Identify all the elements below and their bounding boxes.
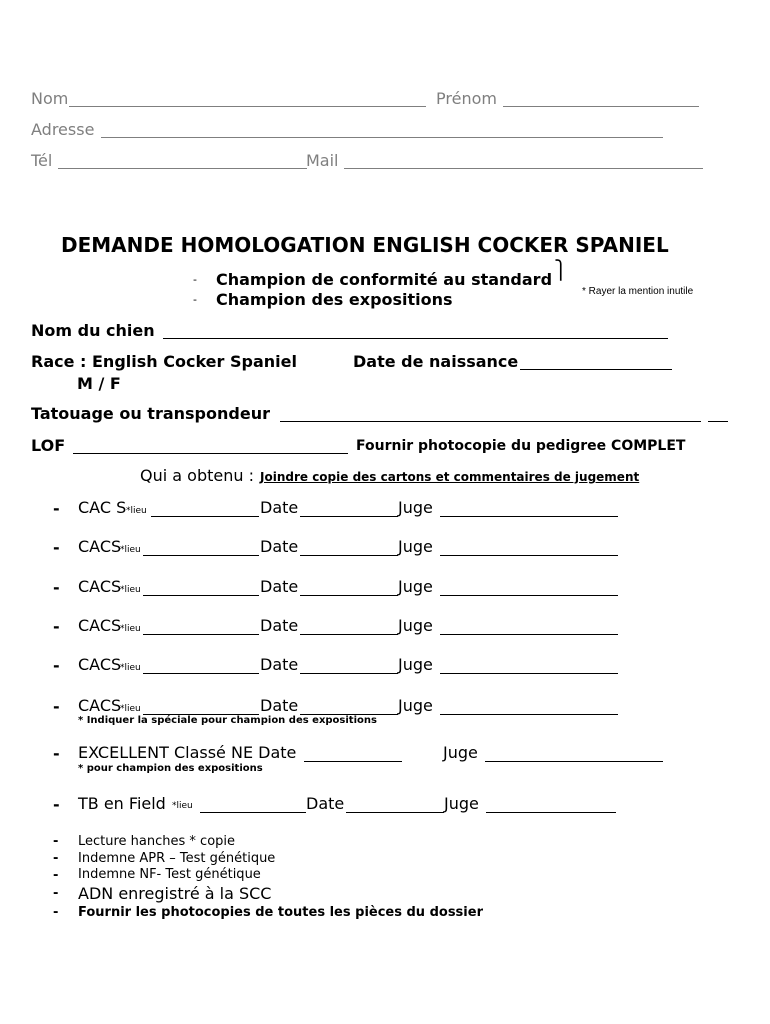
obtained-note: Joindre copie des cartons et commentaires de jugement bbox=[260, 470, 640, 484]
dog-name-label: Nom du chien bbox=[31, 321, 155, 340]
cac-juge: Juge bbox=[398, 537, 433, 556]
cac-date-field[interactable] bbox=[300, 595, 398, 596]
cac-date: Date bbox=[260, 537, 299, 556]
dob-label: Date de naissance bbox=[353, 352, 519, 371]
cac-juge: Juge bbox=[398, 577, 433, 596]
cac-lieu-field[interactable] bbox=[151, 516, 259, 517]
rayer-note: * Rayer la mention inutile bbox=[582, 286, 694, 297]
option2-dash: - bbox=[193, 293, 197, 306]
tel-field[interactable] bbox=[58, 168, 307, 169]
cac-title: CACS bbox=[78, 537, 122, 556]
tattoo-label: Tatouage ou transpondeur bbox=[31, 404, 270, 423]
row-dash: - bbox=[53, 538, 60, 557]
cac-title: CACS bbox=[78, 616, 122, 635]
cac-juge-field[interactable] bbox=[440, 595, 618, 596]
excellent-date-field[interactable] bbox=[304, 761, 402, 762]
check-dash: - bbox=[53, 868, 59, 883]
cac-lieu: *lieu bbox=[120, 624, 141, 634]
cac-juge: Juge bbox=[398, 498, 433, 517]
cac-juge-field[interactable] bbox=[440, 714, 618, 715]
tattoo-field-extra[interactable] bbox=[708, 421, 728, 422]
cac-date: Date bbox=[260, 577, 299, 596]
cac-juge-field[interactable] bbox=[440, 555, 618, 556]
tattoo-field[interactable] bbox=[280, 421, 701, 422]
cac-date: Date bbox=[260, 616, 299, 635]
cac-date-field[interactable] bbox=[300, 634, 398, 635]
cac-lieu: *lieu bbox=[120, 663, 141, 673]
cac-date: Date bbox=[260, 498, 299, 517]
cac-juge-field[interactable] bbox=[440, 634, 618, 635]
tb-juge-field[interactable] bbox=[486, 812, 616, 813]
checklist-item: Lecture hanches * copie bbox=[78, 834, 236, 849]
checklist-item: Fournir les photocopies de toutes les pièces du dossier bbox=[78, 905, 483, 920]
excellent-note: * pour champion des expositions bbox=[78, 763, 263, 774]
lof-field[interactable] bbox=[73, 453, 348, 454]
pedigree-note: Fournir photocopie du pedigree COMPLET bbox=[356, 438, 686, 454]
dog-name-field[interactable] bbox=[163, 338, 668, 339]
cac-juge: Juge bbox=[398, 696, 433, 715]
cac-juge: Juge bbox=[398, 655, 433, 674]
check-dash: - bbox=[53, 905, 59, 920]
cac-lieu: *lieu bbox=[126, 506, 147, 516]
lof-label: LOF bbox=[31, 436, 66, 455]
cac-juge-field[interactable] bbox=[440, 516, 618, 517]
tb-lieu-field[interactable] bbox=[200, 812, 306, 813]
row-dash: - bbox=[53, 697, 60, 716]
row-dash: - bbox=[53, 656, 60, 675]
cac-lieu: *lieu bbox=[120, 545, 141, 555]
cac-date-field[interactable] bbox=[300, 673, 398, 674]
tb-date-field[interactable] bbox=[346, 812, 444, 813]
row-dash: - bbox=[53, 499, 60, 518]
mail-label: Mail bbox=[306, 151, 339, 170]
brace-mark: ⎫ bbox=[554, 260, 568, 281]
cac-date: Date bbox=[260, 696, 299, 715]
race-label: Race : English Cocker Spaniel bbox=[31, 352, 297, 371]
cac-date-field[interactable] bbox=[300, 516, 398, 517]
check-dash: - bbox=[53, 834, 59, 849]
row-dash: - bbox=[53, 795, 60, 814]
mail-field[interactable] bbox=[344, 168, 703, 169]
tel-label: Tél bbox=[31, 151, 53, 170]
check-dash: - bbox=[53, 851, 59, 866]
tb-title: TB en Field bbox=[78, 794, 166, 813]
dob-field[interactable] bbox=[520, 369, 672, 370]
sex-label: M / F bbox=[77, 374, 121, 393]
cac-lieu-field[interactable] bbox=[143, 555, 259, 556]
tb-date: Date bbox=[306, 794, 345, 813]
cac-title: CACS bbox=[78, 655, 122, 674]
cac-date: Date bbox=[260, 655, 299, 674]
cac-title: CACS bbox=[78, 696, 122, 715]
row-dash: - bbox=[53, 578, 60, 597]
cac-lieu-field[interactable] bbox=[143, 673, 259, 674]
tb-juge: Juge bbox=[444, 794, 479, 813]
option1-label: Champion de conformité au standard bbox=[216, 270, 553, 289]
nom-label: Nom bbox=[31, 89, 69, 108]
cac-juge: Juge bbox=[398, 616, 433, 635]
checklist-item: Indemne NF- Test génétique bbox=[78, 867, 261, 882]
option2-label: Champion des expositions bbox=[216, 290, 453, 309]
nom-field[interactable] bbox=[69, 106, 426, 107]
speciale-note: * Indiquer la spéciale pour champion des expositions bbox=[78, 715, 377, 726]
cac-date-field[interactable] bbox=[300, 555, 398, 556]
cac-title: CAC S bbox=[78, 498, 127, 517]
prenom-field[interactable] bbox=[503, 106, 699, 107]
page-title: DEMANDE HOMOLOGATION ENGLISH COCKER SPANIEL bbox=[61, 233, 669, 257]
cac-lieu-field[interactable] bbox=[143, 634, 259, 635]
row-dash: - bbox=[53, 744, 60, 763]
cac-lieu: *lieu bbox=[120, 585, 141, 595]
tb-lieu: *lieu bbox=[172, 801, 193, 811]
check-dash: - bbox=[53, 886, 59, 901]
checklist-item: Indemne APR – Test génétique bbox=[78, 851, 276, 866]
option1-dash: - bbox=[193, 273, 197, 286]
checklist-item: ADN enregistré à la SCC bbox=[78, 884, 272, 903]
cac-lieu: *lieu bbox=[120, 704, 141, 714]
cac-juge-field[interactable] bbox=[440, 673, 618, 674]
cac-lieu-field[interactable] bbox=[143, 595, 259, 596]
obtained-label: Qui a obtenu : bbox=[140, 466, 254, 485]
row-dash: - bbox=[53, 617, 60, 636]
adresse-field[interactable] bbox=[101, 137, 663, 138]
excellent-juge: Juge bbox=[443, 743, 478, 762]
excellent-juge-field[interactable] bbox=[485, 761, 663, 762]
excellent-title: EXCELLENT Classé NE Date bbox=[78, 743, 297, 762]
adresse-label: Adresse bbox=[31, 120, 95, 139]
prenom-label: Prénom bbox=[436, 89, 497, 108]
cac-title: CACS bbox=[78, 577, 122, 596]
